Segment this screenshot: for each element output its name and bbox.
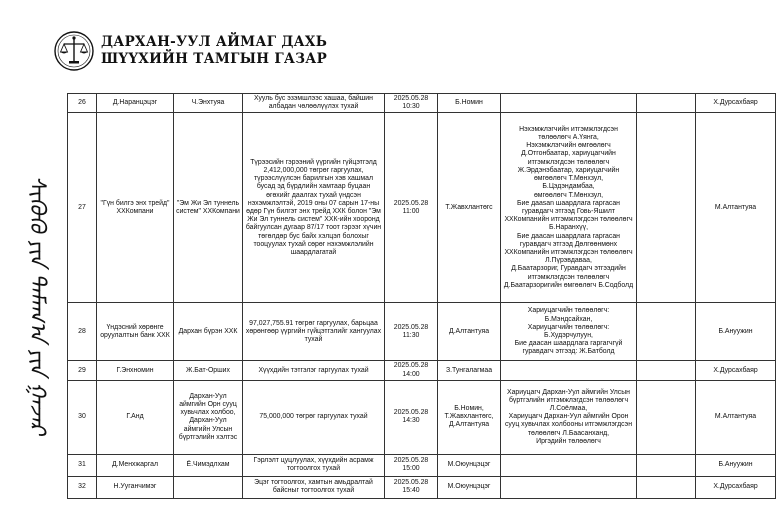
note-cell: [637, 476, 696, 498]
secretary-cell: Х.Дурсахбаяр: [696, 94, 776, 113]
row-number: 32: [68, 476, 97, 498]
claim-cell: 97,027,755.91 төгрөг гаргуулах, барьцаа хөрөнгөөр үүргийн гүйцэтгэлийг хангуулах тухай: [243, 303, 385, 361]
mongolian-script-side-text: [22, 95, 62, 515]
datetime-cell: 2025.05.28 14:00: [385, 361, 438, 380]
row-number: 27: [68, 113, 97, 303]
document-header: [53, 28, 327, 74]
participants-cell: Хариуцагч Дархан-Уул аймгийн Улсын бүртгэлийн итгэмжлэгдсэн төлөөлөгч Л.Соёлмаа, Хариуцагч Дархан-Уул аймгийн Орон сууц хувьчлах холбооны итгэмжлэгдсэн төлөөлөгч Л.Баасанханд, Иргэдийн төлөөлөгч: [501, 380, 637, 454]
table-row: [68, 454, 776, 476]
secretary-cell: Б.Ануужин: [696, 454, 776, 476]
secretary-cell: Х.Дурсахбаяр: [696, 361, 776, 380]
defendant-cell: Дархан-Уул аймгийн Орн сууц хувьчлах холбоо, Дархан-Уул аймгийн Улсын бүртгэлийн хэлтэс: [174, 380, 243, 454]
datetime-cell: 2025.05.28 15:40: [385, 476, 438, 498]
claim-cell: 75,000,000 төгрөг гаргуулах тухай: [243, 380, 385, 454]
note-cell: [637, 113, 696, 303]
datetime-cell: 2025.05.28 15:00: [385, 454, 438, 476]
table-row: [68, 303, 776, 361]
participants-cell: [501, 454, 637, 476]
note-cell: [637, 94, 696, 113]
judges-cell: Д.Алтантуяа: [438, 303, 501, 361]
plaintiff-cell: Д.Наранцэцэг: [97, 94, 174, 113]
defendant-cell: [174, 476, 243, 498]
datetime-cell: 2025.05.28 14:30: [385, 380, 438, 454]
datetime-cell: 2025.05.28 11:30: [385, 303, 438, 361]
note-cell: [637, 454, 696, 476]
judges-cell: З.Тунгалагмаа: [438, 361, 501, 380]
plaintiff-cell: "Гүн билгэ энх трейд" ХХКомпани: [97, 113, 174, 303]
participants-cell: [501, 94, 637, 113]
plaintiff-cell: Н.Ууганчимэг: [97, 476, 174, 498]
table-row: [68, 476, 776, 498]
secretary-cell: М.Алтантуяа: [696, 380, 776, 454]
judges-cell: Б.Номин: [438, 94, 501, 113]
judges-cell: М.Оюунцэцэг: [438, 454, 501, 476]
row-number: 29: [68, 361, 97, 380]
claim-cell: Хууль бус эзэмшлээс хашаа, байшин албадан чөлөөлүүлэх тухай: [243, 94, 385, 113]
header-title-line2: ШҮҮХИЙН ТАМГЫН ГАЗАР: [101, 51, 328, 67]
row-number: 28: [68, 303, 97, 361]
datetime-cell: 2025.05.28 10:30: [385, 94, 438, 113]
secretary-cell: М.Алтантуяа: [696, 113, 776, 303]
judges-cell: Т.Жавхлантөгс: [438, 113, 501, 303]
defendant-cell: Ё.Чимэдлхам: [174, 454, 243, 476]
participants-cell: [501, 361, 637, 380]
defendant-cell: Ч.Энхтуяа: [174, 94, 243, 113]
table-row: [68, 113, 776, 303]
participants-cell: Хариуцагчийн төлөөлөгч: Б.Мэндсайхан, Хариуцагчийн төлөөлөгч: Б.Худэрчулуун, Бие даасан шаардлага гаргагчгүй гуравдагч этгээд: Ж.Батболд: [501, 303, 637, 361]
claim-cell: Гэрлэлт цуцлуулах, хүүхдийн асрамж тогтоолгох тухай: [243, 454, 385, 476]
header-title-line1: ДАРХАН-УУЛ АЙМАГ ДАХЬ: [101, 34, 328, 50]
judges-cell: М.Оюунцэцэг: [438, 476, 501, 498]
participants-cell: [501, 476, 637, 498]
claim-cell: Түрээсийн гэрээний үүргийн гүйцэтгэлд 2,412,000,000 төгрөг гаргуулах, түрээслүүлсэн барилгын хэв хашмал бусад эд бүрдлийн хамтаар буцаан өгөхийг даалгах тухай үндсэн нэхэмжлэлтэй, 2019 оны 07 сарын 17-ны өдөр Гүн билгэт энх трейд ХХК болон "Эм Жи Эл туннель систем" ХХК-ийн хооронд байгуулсан дугаар 87/17 тоот гэрээг хүчин төгөлдөр бус байх хэлцэл болохыг тооцуулах тухай сөрөг нэхэмжлэлийн шаардлагатай: [243, 113, 385, 303]
judges-cell: Б.Номин, Т.Жавхлантөгс, Д.Алтантуяа: [438, 380, 501, 454]
note-cell: [637, 303, 696, 361]
court-emblem-icon: [53, 30, 95, 72]
row-number: 31: [68, 454, 97, 476]
plaintiff-cell: Г.Энхномин: [97, 361, 174, 380]
secretary-cell: Б.Ануужин: [696, 303, 776, 361]
participants-cell: Нэхэмжлэгчийн итгэмжлэгдсэн төлөөлөгч А.Үянга, Нэхэмжлэгчийн өмгөөлөгч Д.Отгонбаатар, хариуцагчийн итгэмжлэгдсэн төлөөлөгч Ж.Эрдэнэбаатар, хариуцагчийн өмгөөлөгч Т.Мөнхзул, Б.Цэдэндамбаа, өмгөөлөгч Т.Мөнхзул, Бие дааsan шаардлага гаргасан гуравдагч этгээд Говь-Яшилт ХХКомпанийн итгэмжлэгдсэн төлөөлөгч Б.Наранхүү, Бие даасан шаардлага гаргасан гуравдагч этгээд Дөлгөөнмөнх ХХКомпанийн итгэмжлэгдсэн төлөөлөгч Л.Пүрэвдаваа, Д.Баатарзориг, Гуравдагч этгээдийн итгэмжлэгдсэн төлөөлөгч Д.Баатарзоригийн өмгөөлөгч Б.Содболд: [501, 113, 637, 303]
table-row: [68, 94, 776, 113]
plaintiff-cell: Д.Менхжаргал: [97, 454, 174, 476]
table-row: [68, 361, 776, 380]
claim-cell: Эцэг тогтоолгох, хамтын амьдралтай байсныг тогтоолгох тухай: [243, 476, 385, 498]
table-row: [68, 380, 776, 454]
defendant-cell: Дархан бүрэн ХХК: [174, 303, 243, 361]
defendant-cell: Ж.Бат-Орших: [174, 361, 243, 380]
vertical-script: ᠰᠢᠭᠦᠬᠦ ᠶᠢᠨ ᠲᠠᠮᠠᠭ᠎ᠠ ᠶᠢᠨ ᠭᠠᠵᠠᠷ: [24, 175, 49, 435]
plaintiff-cell: Г.Анд: [97, 380, 174, 454]
row-number: 26: [68, 94, 97, 113]
plaintiff-cell: Үндэсний хөрөнге оруулалтын банк ХХК: [97, 303, 174, 361]
note-cell: [637, 361, 696, 380]
row-number: 30: [68, 380, 97, 454]
secretary-cell: Х.Дурсахбаяр: [696, 476, 776, 498]
datetime-cell: 2025.05.28 11:00: [385, 113, 438, 303]
court-hearing-schedule-table: [67, 93, 776, 499]
claim-cell: Хүүхдийн тэтгэлэг гаргуулах тухай: [243, 361, 385, 380]
defendant-cell: "Эм Жи Эл туннель систем" ХХКомпани: [174, 113, 243, 303]
note-cell: [637, 380, 696, 454]
